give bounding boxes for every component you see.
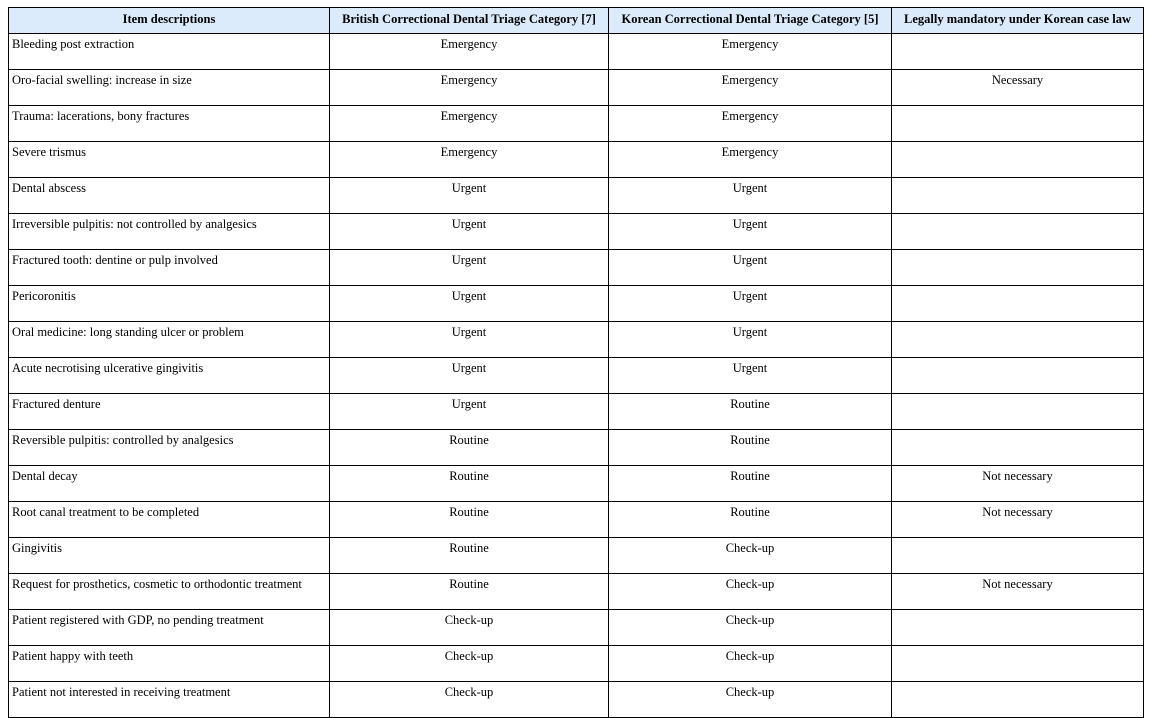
item-description-cell: Dental decay [9,466,330,502]
british-category-cell: Urgent [330,394,609,430]
british-category-cell: Urgent [330,250,609,286]
british-category-cell: Emergency [330,34,609,70]
korean-category-cell: Urgent [609,214,892,250]
header-legally-mandatory: Legally mandatory under Korean case law [892,8,1144,34]
british-category-cell: Emergency [330,106,609,142]
legally-mandatory-cell [892,394,1144,430]
korean-category-cell: Emergency [609,106,892,142]
legally-mandatory-cell [892,322,1144,358]
header-british-category: British Correctional Dental Triage Category [7] [330,8,609,34]
legally-mandatory-cell: Not necessary [892,502,1144,538]
british-category-cell: Urgent [330,286,609,322]
legally-mandatory-cell [892,178,1144,214]
table-row [9,394,1144,430]
legally-mandatory-cell [892,610,1144,646]
british-category-cell: Urgent [330,178,609,214]
item-description-cell: Oral medicine: long standing ulcer or problem [9,322,330,358]
item-description-cell: Gingivitis [9,538,330,574]
korean-category-cell: Urgent [609,286,892,322]
legally-mandatory-cell [892,250,1144,286]
korean-category-cell: Emergency [609,34,892,70]
item-description-cell: Fractured denture [9,394,330,430]
british-category-cell: Emergency [330,142,609,178]
korean-category-cell: Urgent [609,358,892,394]
table-row [9,610,1144,646]
legally-mandatory-cell [892,214,1144,250]
legally-mandatory-cell [892,142,1144,178]
korean-category-cell: Check-up [609,610,892,646]
korean-category-cell: Routine [609,466,892,502]
table-row [9,142,1144,178]
header-row [9,8,1144,34]
table-row [9,286,1144,322]
table-row [9,70,1144,106]
british-category-cell: Urgent [330,322,609,358]
table-row [9,106,1144,142]
korean-category-cell: Urgent [609,178,892,214]
item-description-cell: Severe trismus [9,142,330,178]
item-description-cell: Acute necrotising ulcerative gingivitis [9,358,330,394]
british-category-cell: Emergency [330,70,609,106]
legally-mandatory-cell [892,106,1144,142]
item-description-cell: Request for prosthetics, cosmetic to orthodontic treatment [9,574,330,610]
korean-category-cell: Urgent [609,250,892,286]
british-category-cell: Routine [330,574,609,610]
legally-mandatory-cell [892,682,1144,718]
item-description-cell: Reversible pulpitis: controlled by analgesics [9,430,330,466]
legally-mandatory-cell [892,646,1144,682]
table-row [9,682,1144,718]
table-row [9,466,1144,502]
dental-triage-table [8,7,1144,718]
item-description-cell: Irreversible pulpitis: not controlled by analgesics [9,214,330,250]
table-row [9,538,1144,574]
british-category-cell: Check-up [330,646,609,682]
legally-mandatory-cell [892,430,1144,466]
item-description-cell: Oro-facial swelling: increase in size [9,70,330,106]
item-description-cell: Patient not interested in receiving treatment [9,682,330,718]
british-category-cell: Urgent [330,214,609,250]
korean-category-cell: Check-up [609,574,892,610]
table-row [9,502,1144,538]
british-category-cell: Routine [330,502,609,538]
british-category-cell: Routine [330,430,609,466]
table-body [9,34,1144,718]
item-description-cell: Dental abscess [9,178,330,214]
item-description-cell: Fractured tooth: dentine or pulp involved [9,250,330,286]
legally-mandatory-cell [892,34,1144,70]
korean-category-cell: Check-up [609,682,892,718]
korean-category-cell: Emergency [609,142,892,178]
legally-mandatory-cell: Not necessary [892,466,1144,502]
table-row [9,250,1144,286]
legally-mandatory-cell [892,538,1144,574]
korean-category-cell: Check-up [609,538,892,574]
header-korean-category: Korean Correctional Dental Triage Category [5] [609,8,892,34]
korean-category-cell: Routine [609,502,892,538]
korean-category-cell: Routine [609,430,892,466]
legally-mandatory-cell [892,286,1144,322]
british-category-cell: Urgent [330,358,609,394]
legally-mandatory-cell: Necessary [892,70,1144,106]
table-row [9,322,1144,358]
table-row [9,430,1144,466]
legally-mandatory-cell [892,358,1144,394]
item-description-cell: Root canal treatment to be completed [9,502,330,538]
triage-table-container [8,7,1144,718]
british-category-cell: Routine [330,466,609,502]
item-description-cell: Bleeding post extraction [9,34,330,70]
korean-category-cell: Routine [609,394,892,430]
table-row [9,358,1144,394]
table-row [9,214,1144,250]
item-description-cell: Pericoronitis [9,286,330,322]
table-row [9,646,1144,682]
table-row [9,574,1144,610]
korean-category-cell: Urgent [609,322,892,358]
british-category-cell: Check-up [330,682,609,718]
item-description-cell: Patient registered with GDP, no pending treatment [9,610,330,646]
british-category-cell: Check-up [330,610,609,646]
legally-mandatory-cell: Not necessary [892,574,1144,610]
table-row [9,178,1144,214]
korean-category-cell: Check-up [609,646,892,682]
table-row [9,34,1144,70]
header-item-descriptions: Item descriptions [9,8,330,34]
table-header [9,8,1144,34]
item-description-cell: Patient happy with teeth [9,646,330,682]
british-category-cell: Routine [330,538,609,574]
item-description-cell: Trauma: lacerations, bony fractures [9,106,330,142]
korean-category-cell: Emergency [609,70,892,106]
